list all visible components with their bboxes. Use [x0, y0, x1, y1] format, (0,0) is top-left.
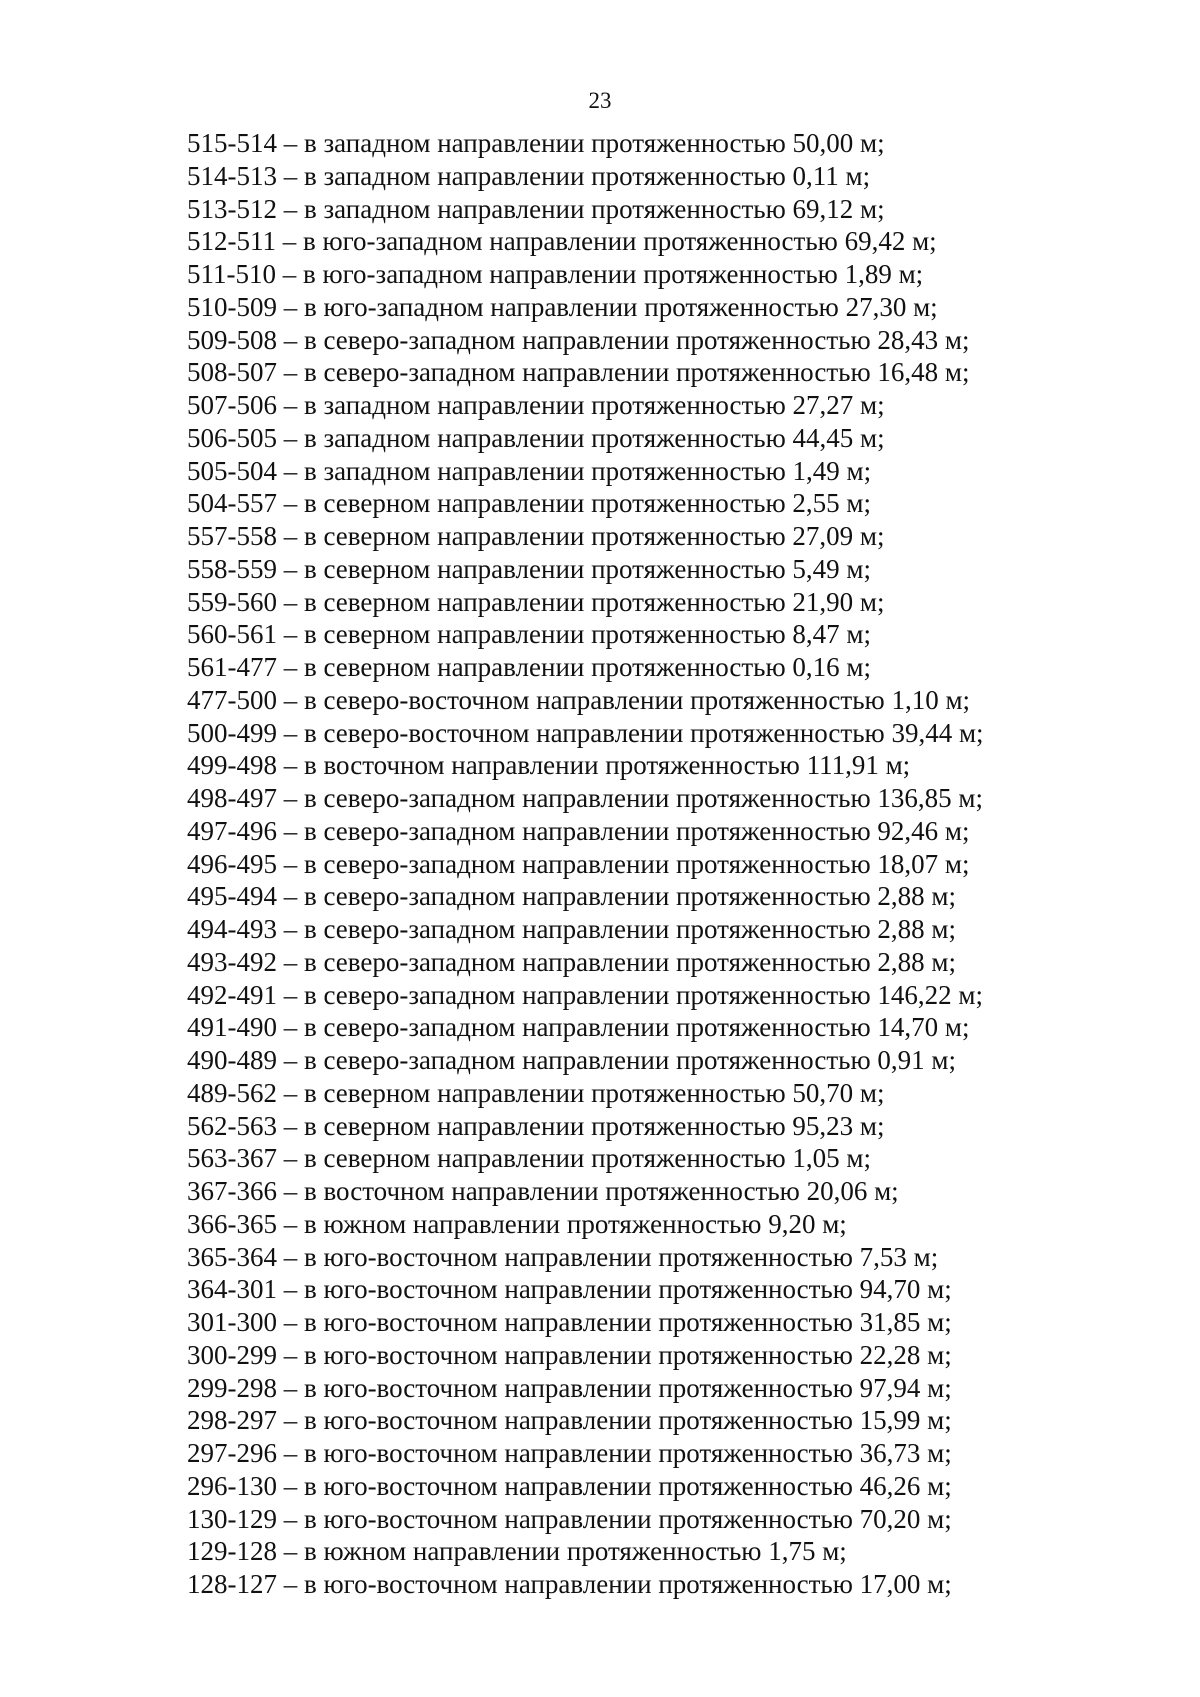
- boundary-line: 508-507 – в северо-западном направлении протяженностью 16,48 м;: [187, 357, 970, 388]
- boundary-line: 495-494 – в северо-западном направлении протяженностью 2,88 м;: [187, 881, 956, 912]
- boundary-line: 557-558 – в северном направлении протяженностью 27,09 м;: [187, 521, 885, 551]
- boundary-description-list: [187, 127, 1107, 1601]
- boundary-line: 301-300 – в юго-восточном направлении протяженностью 31,85 м;: [187, 1307, 952, 1337]
- boundary-line: 299-298 – в юго-восточном направлении протяженностью 97,94 м;: [187, 1372, 952, 1403]
- boundary-line: 563-367 – в северном направлении протяженностью 1,05 м;: [187, 1143, 872, 1174]
- boundary-line: 490-489 – в северо-западном направлении протяженностью 0,91 м;: [187, 1045, 956, 1075]
- boundary-line: 513-512 – в западном направлении протяженностью 69,12 м;: [187, 193, 885, 224]
- boundary-line: 499-498 – в восточном направлении протяженностью 111,91 м;: [187, 750, 911, 781]
- boundary-line: 296-130 – в юго-восточном направлении протяженностью 46,26 м;: [187, 1470, 952, 1501]
- boundary-line: 489-562 – в северном направлении протяженностью 50,70 м;: [187, 1077, 885, 1108]
- boundary-line: 559-560 – в северном направлении протяженностью 21,90 м;: [187, 586, 885, 617]
- boundary-line: 364-301 – в юго-восточном направлении протяженностью 94,70 м;: [187, 1274, 952, 1305]
- boundary-line: 511-510 – в юго-западном направлении протяженностью 1,89 м;: [187, 259, 924, 289]
- boundary-line: 509-508 – в северо-западном направлении протяженностью 28,43 м;: [187, 324, 970, 355]
- boundary-line: 562-563 – в северном направлении протяженностью 95,23 м;: [187, 1110, 885, 1141]
- boundary-line: 130-129 – в юго-восточном направлении протяженностью 70,20 м;: [187, 1503, 952, 1534]
- boundary-line: 494-493 – в северо-западном направлении протяженностью 2,88 м;: [187, 914, 956, 944]
- boundary-line: 498-497 – в северо-западном направлении протяженностью 136,85 м;: [187, 783, 983, 813]
- boundary-line: 560-561 – в северном направлении протяженностью 8,47 м;: [187, 619, 872, 650]
- boundary-line: 497-496 – в северо-западном направлении протяженностью 92,46 м;: [187, 815, 970, 846]
- boundary-line: 515-514 – в западном направлении протяженностью 50,00 м;: [187, 128, 885, 158]
- boundary-line: 300-299 – в юго-восточном направлении протяженностью 22,28 м;: [187, 1339, 952, 1370]
- boundary-line: 128-127 – в юго-восточном направлении протяженностью 17,00 м;: [187, 1569, 952, 1599]
- boundary-line: 367-366 – в восточном направлении протяженностью 20,06 м;: [187, 1176, 899, 1206]
- page-number: 23: [588, 88, 612, 113]
- boundary-line: 491-490 – в северо-западном направлении протяженностью 14,70 м;: [187, 1012, 970, 1043]
- boundary-line: 493-492 – в северо-западном направлении протяженностью 2,88 м;: [187, 946, 956, 977]
- boundary-line: 507-506 – в западном направлении протяженностью 27,27 м;: [187, 390, 885, 420]
- boundary-line: 297-296 – в юго-восточном направлении протяженностью 36,73 м;: [187, 1438, 952, 1468]
- boundary-line: 558-559 – в северном направлении протяженностью 5,49 м;: [187, 553, 872, 584]
- boundary-line: 510-509 – в юго-западном направлении протяженностью 27,30 м;: [187, 291, 938, 322]
- boundary-line: 506-505 – в западном направлении протяженностью 44,45 м;: [187, 422, 885, 453]
- boundary-line: 500-499 – в северо-восточном направлении протяженностью 39,44 м;: [187, 717, 984, 748]
- boundary-line: 129-128 – в южном направлении протяженностью 1,75 м;: [187, 1536, 847, 1567]
- boundary-line: 504-557 – в северном направлении протяженностью 2,55 м;: [187, 488, 872, 519]
- boundary-line: 298-297 – в юго-восточном направлении протяженностью 15,99 м;: [187, 1405, 952, 1436]
- boundary-line: 496-495 – в северо-западном направлении протяженностью 18,07 м;: [187, 848, 970, 879]
- boundary-line: 512-511 – в юго-западном направлении протяженностью 69,42 м;: [187, 226, 937, 257]
- boundary-line: 492-491 – в северо-западном направлении протяженностью 146,22 м;: [187, 979, 983, 1010]
- boundary-line: 477-500 – в северо-восточном направлении протяженностью 1,10 м;: [187, 684, 971, 715]
- boundary-line: 366-365 – в южном направлении протяженностью 9,20 м;: [187, 1208, 847, 1239]
- boundary-line: 365-364 – в юго-восточном направлении протяженностью 7,53 м;: [187, 1241, 939, 1272]
- boundary-line: 505-504 – в западном направлении протяженностью 1,49 м;: [187, 455, 872, 486]
- boundary-line: 561-477 – в северном направлении протяженностью 0,16 м;: [187, 652, 872, 682]
- boundary-line: 514-513 – в западном направлении протяженностью 0,11 м;: [187, 160, 871, 191]
